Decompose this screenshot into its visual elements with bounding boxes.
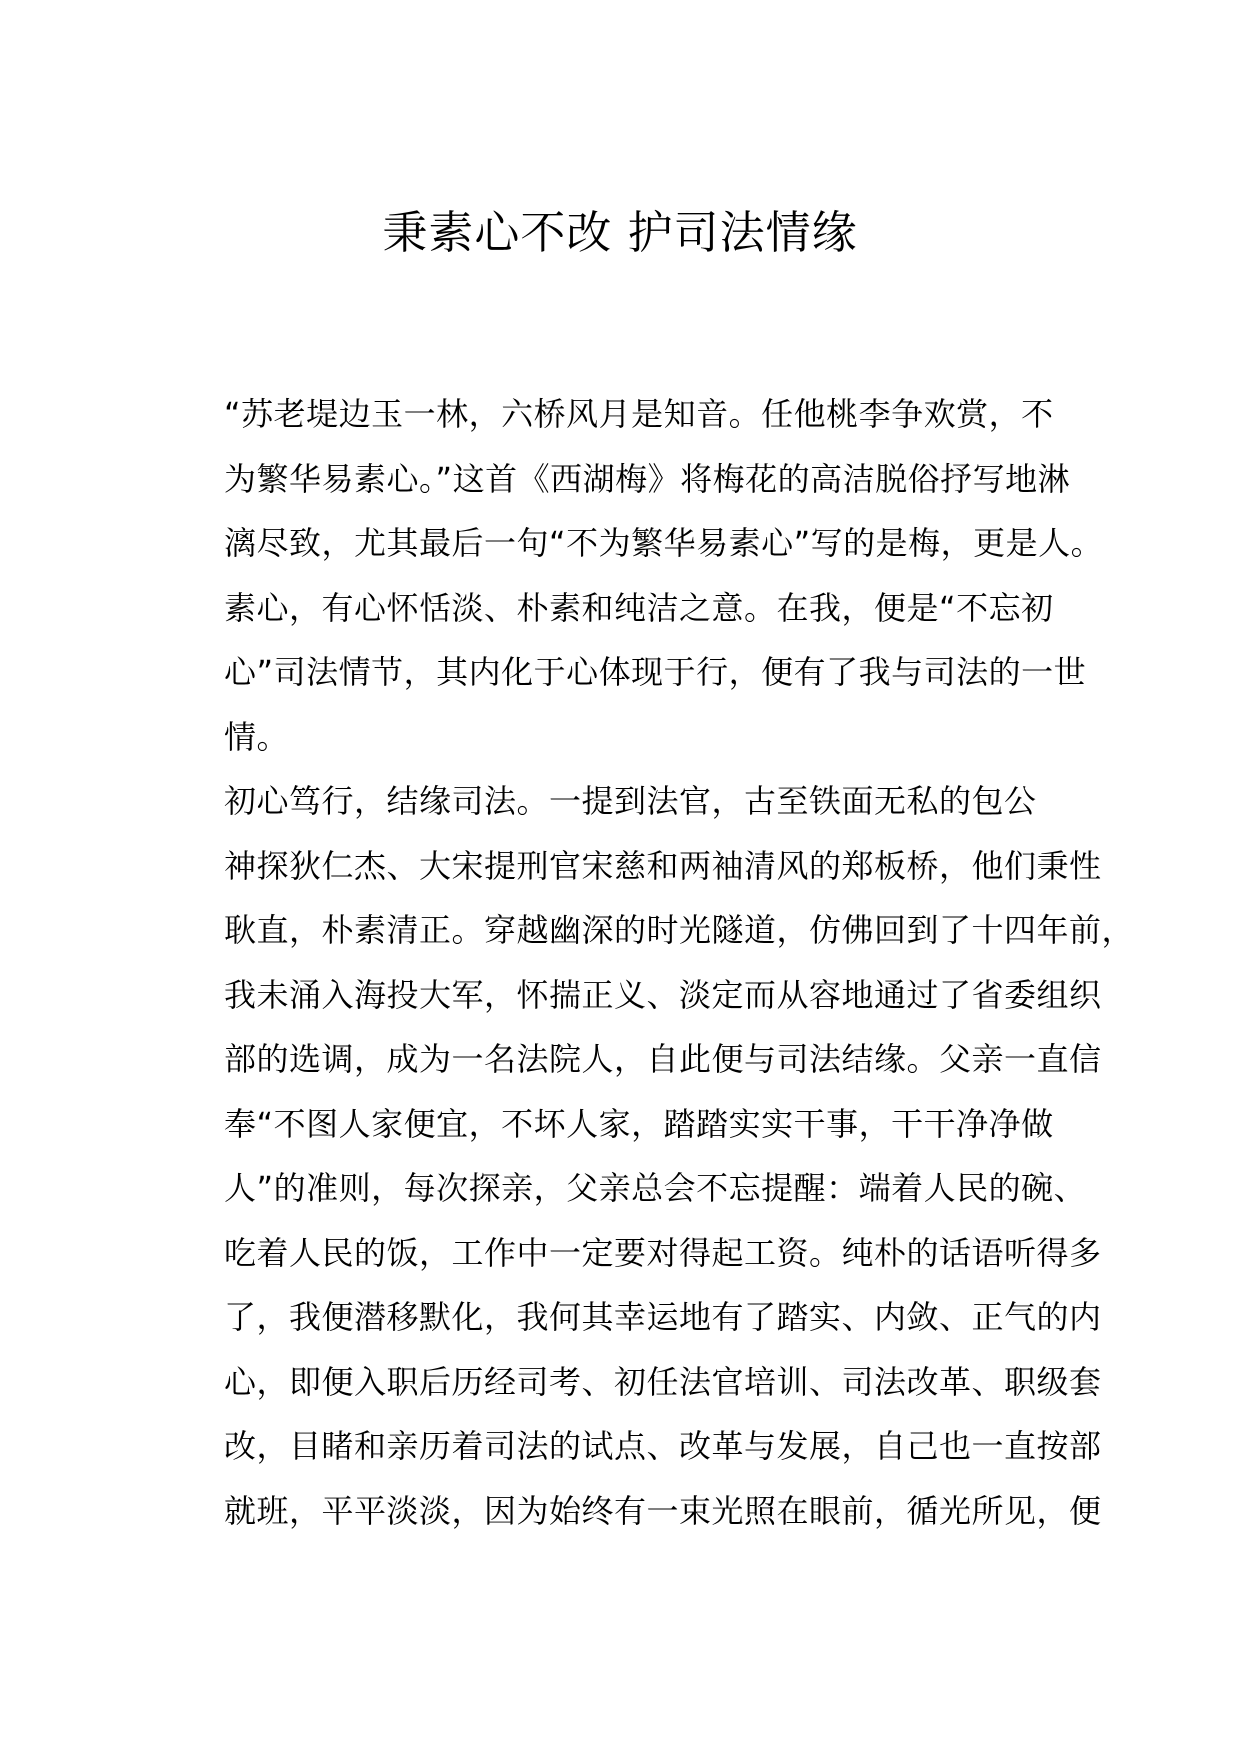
text-line: 心，即便入职后历经司考、初任法官培训、司法改革、职级套 xyxy=(224,1362,1102,1401)
text-line: 初心笃行，结缘司法。一提到法官，古至铁面无私的包公 xyxy=(224,782,1037,820)
text-line: 改，目睹和亲历着司法的试点、改革与发展，自己也一直按部 xyxy=(224,1427,1102,1465)
text-line: 部的选调，成为一名法院人，自此便与司法结缘。父亲一直信 xyxy=(224,1040,1102,1078)
text-line: 吃着人民的饭，工作中一定要对得起工资。纯朴的话语听得多 xyxy=(224,1233,1102,1272)
text-line: 为繁华易素心。”这首《西湖梅》将梅花的高洁脱俗抒写地淋 xyxy=(224,459,1071,498)
text-line: 人”的准则，每次探亲，父亲总会不忘提醒：端着人民的碗、 xyxy=(224,1169,1087,1207)
text-line: 情。 xyxy=(224,717,290,756)
text-line: 奉“不图人家便宜，不坏人家，踏踏实实干事，干干净净做 xyxy=(224,1104,1054,1143)
paragraph-1 xyxy=(160,382,1110,769)
text-line: 就班，平平淡淡，因为始终有一束光照在眼前，循光所见，便 xyxy=(224,1491,1102,1530)
text-line: 神探狄仁杰、大宋提刑官宋慈和两袖清风的郑板桥，他们秉性 xyxy=(224,846,1102,885)
text-line: 我未涌入海投大军，怀揣正义、淡定而从容地通过了省委组织 xyxy=(224,975,1102,1014)
paragraph-2 xyxy=(160,769,1135,1543)
text-line: 耿直，朴素清正。穿越幽深的时光隧道，仿佛回到了十四年前， xyxy=(224,911,1135,949)
text-line: 素心，有心怀恬淡、朴素和纯洁之意。在我，便是“不忘初 xyxy=(224,588,1054,627)
text-line: “苏老堤边玉一林，六桥风月是知音。任他桃李争欢赏，不 xyxy=(224,395,1054,433)
text-line: 了，我便潜移默化，我何其幸运地有了踏实、内敛、正气的内 xyxy=(224,1298,1102,1336)
text-line: 心”司法情节，其内化于心体现于行，便有了我与司法的一世 xyxy=(224,653,1087,691)
page-title: 秉素心不改 护司法情缘 xyxy=(382,206,858,259)
text-line: 漓尽致，尤其最后一句“不为繁华易素心”写的是梅，更是人。 xyxy=(224,524,1104,562)
document-body xyxy=(160,382,1135,1543)
